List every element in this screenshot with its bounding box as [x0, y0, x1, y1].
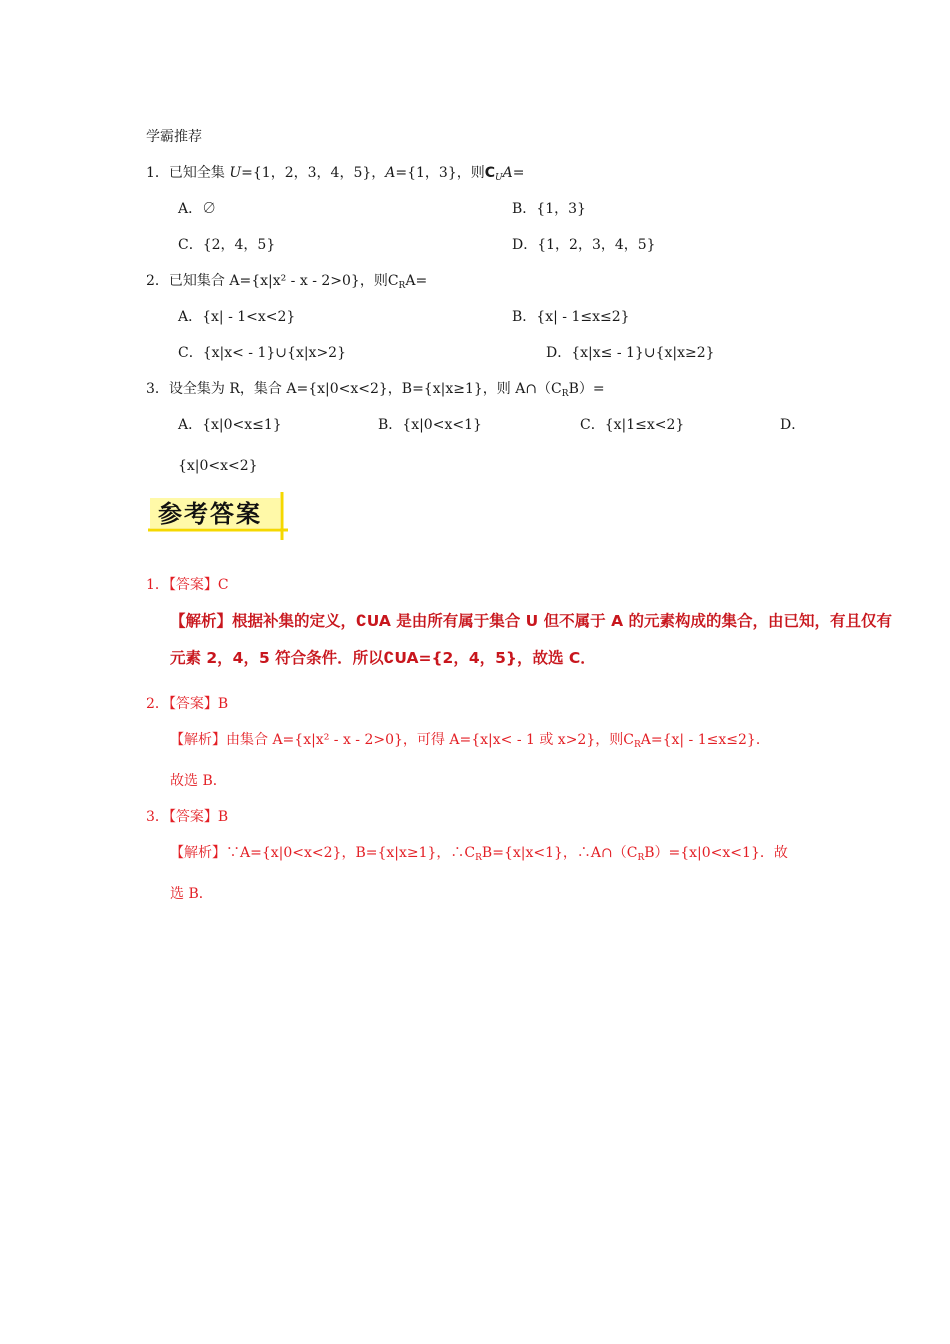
- q2-stem: 2．已知集合 A={x|x² - x - 2>0}，则C: [146, 273, 399, 289]
- question-2-stem: [146, 271, 427, 296]
- q2-stem-tail: A=: [405, 273, 428, 289]
- q1-option-a: A．∅: [178, 201, 217, 217]
- reference-answer-badge: [146, 490, 290, 542]
- q3-complement-sub: R: [561, 389, 569, 399]
- question-1-stem: [146, 163, 524, 188]
- a3-complement-sub-1: R: [475, 853, 482, 863]
- q1-stem-prefix: 1．已知全集: [146, 165, 230, 181]
- question-3-stem: [146, 379, 605, 404]
- q3-stem-tail: B）=: [568, 381, 605, 397]
- q1-var-a: A: [385, 165, 396, 181]
- answer-1: 1．【答案】C: [146, 577, 229, 593]
- section-title: 学霸推荐: [146, 129, 202, 145]
- q2-option-c: C．{x|x< - 1}∪{x|x>2}: [178, 345, 346, 361]
- answer-1-analysis-line-2: 元素 2，4，5 符合条件．所以∁UA={2，4，5}，故选 C．: [170, 649, 596, 667]
- a3-analysis-part-2: B={x|x<1}，∴A∩（C: [481, 845, 638, 861]
- q1-option-c: C．{2，4，5}: [178, 237, 276, 253]
- q2-option-d: D．{x|x≤ - 1}∪{x|x≥2}: [546, 345, 715, 361]
- q3-option-c: C．{x|1≤x<2}: [580, 417, 685, 433]
- answer-2: 2．【答案】B: [146, 696, 229, 712]
- q1-set-a: ={1，3}，则: [395, 165, 485, 181]
- answer-3-analysis-line-2: 选 B．: [170, 886, 213, 902]
- q3-option-a: A．{x|0<x≤1}: [178, 417, 282, 433]
- a3-analysis-part-1: 【解析】∵A={x|0<x<2}，B={x|x≥1}，∴C: [170, 845, 476, 861]
- a3-complement-sub-2: R: [637, 853, 645, 863]
- badge-text: 参考答案: [158, 499, 262, 528]
- q1-complement-sub: U: [495, 173, 503, 183]
- a2-analysis-prefix: 【解析】由集合 A={x|x² - x - 2>0}，可得 A={x|x< - 1 或 x>2}，则C: [170, 732, 634, 748]
- q3-option-b: B．{x|0<x<1}: [378, 417, 482, 433]
- q1-option-d: D．{1，2，3，4，5}: [512, 237, 656, 253]
- q2-option-a: A．{x| - 1<x<2}: [178, 309, 296, 325]
- q3-option-d-content: {x|0<x<2}: [178, 458, 258, 474]
- q2-complement-sub: R: [398, 281, 406, 291]
- q1-var-a2: A: [502, 165, 513, 181]
- answer-2-analysis-line-1: [170, 730, 770, 755]
- a3-analysis-part-3: B）={x|0<x<1}．故: [644, 845, 788, 861]
- a2-analysis-suffix: A={x| - 1≤x≤2}．: [640, 732, 770, 748]
- q1-set-u: ={1，2，3，4，5}，: [241, 165, 386, 181]
- q1-var-u: U: [229, 165, 242, 181]
- answer-3-analysis-line-1: [170, 843, 788, 868]
- a2-complement-sub: R: [633, 740, 641, 750]
- q1-option-b: B．{1，3}: [512, 201, 586, 217]
- answer-1-analysis-line-1: 【解析】根据补集的定义，∁UA 是由所有属于集合 U 但不属于 A 的元素构成的集合，由已知，有且仅有: [170, 612, 892, 630]
- q3-option-d: D．: [780, 417, 806, 433]
- q1-complement-symbol: C: [484, 165, 496, 181]
- answer-3: 3．【答案】B: [146, 809, 229, 825]
- q2-option-b: B．{x| - 1≤x≤2}: [512, 309, 630, 325]
- q3-stem: 3．设全集为 R，集合 A={x|0<x<2}，B={x|x≥1}，则 A∩（C: [146, 381, 562, 397]
- q1-equals: =: [512, 165, 525, 181]
- answer-2-analysis-line-2: 故选 B．: [170, 773, 227, 789]
